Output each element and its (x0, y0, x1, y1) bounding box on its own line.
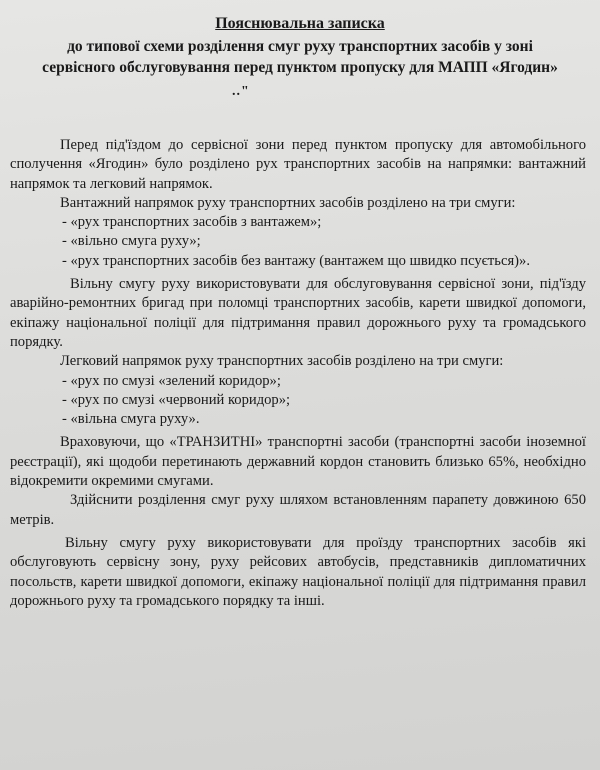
list-item: - «вільна смуга руху». (62, 411, 200, 428)
list-item: - «рух транспортних засобів без вантажу (вантажем що швидко псується)». (62, 252, 530, 269)
paragraph-free-lane: Вільну смугу руху використовувати для обслуговування сервісної зони, під'їзду аварійно-ремонтних бригад при поломці транспортних засобів, карети швидкої допомоги, екіпажу національної поліції для підтримання правил дорожнього руху та громадського порядку. (10, 276, 586, 350)
list-item: - «вільно смуга руху»; (62, 233, 201, 250)
document-header (0, 14, 600, 78)
list-item: - «рух по смузі «зелений коридор»; (62, 372, 281, 389)
document-body (10, 136, 586, 611)
paragraph-parapet: Здійснити розділення смуг руху шляхом встановленням парапету довжиною 650 метрів. (10, 492, 586, 528)
subtitle-line-2: сервісного обслуговування перед пунктом пропуску для МАПП «Ягодин» (42, 59, 558, 76)
paragraph-intro: Перед під'їздом до сервісної зони перед пунктом пропуску для автомобільного сполучення «Ягодин» було розділено рух транспортних засобів на напрямки: вантажний напрямок та легковий напрямок. (10, 137, 586, 192)
paragraph-cargo-lanes: Вантажний напрямок руху транспортних засобів розділено на три смуги: (60, 194, 516, 211)
list-item: - «рух транспортних засобів з вантажем»; (62, 214, 322, 231)
document-title: Пояснювальна записка (215, 15, 385, 32)
paragraph-car-lanes: Легковий напрямок руху транспортних засобів розділено на три смуги: (60, 353, 504, 370)
handwritten-mark: .." (232, 84, 250, 99)
document-subtitle (8, 36, 592, 78)
list-item: - «рух по смузі «червоний коридор»; (62, 391, 291, 408)
paragraph-transit: Враховуючи, що «ТРАНЗИТНІ» транспортні засоби (транспортні засоби іноземної реєстрації), які щодоби перетинають державний кордон становить близько 65%, необхідно відокремити окремими смугами. (10, 434, 586, 490)
paragraph-free-lane-usage: Вільну смугу руху використовувати для проїзду транспортних засобів які обслуговують сервісну зону, руху рейсових автобусів, представників дипломатичних посольств, карети швидкої допомоги, екіпажу національної поліції для підтримання правил дорожнього руху та громадського порядку та інші. (10, 534, 586, 609)
subtitle-line-1: до типової схеми розділення смуг руху транспортних засобів у зоні (67, 38, 533, 55)
